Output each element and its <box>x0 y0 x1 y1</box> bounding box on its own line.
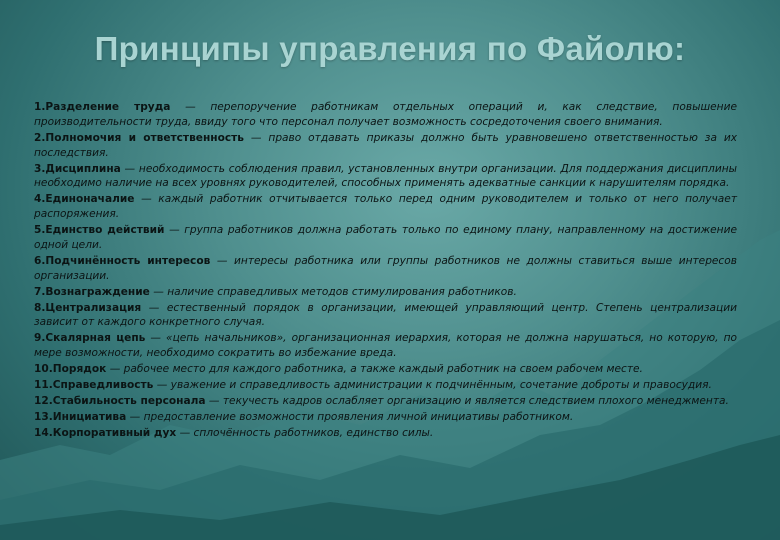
principle-description: — необходимость соблюдения правил, установленных внутри организации. Для поддержания дисциплины необходимо наличие на всех уровнях руководителей, способных применять адекватные санкции к нарушителям порядка. <box>34 162 737 190</box>
principle-term: Дисциплина <box>45 162 121 175</box>
principle-number: 3. <box>34 162 46 175</box>
principle-number: 11. <box>34 379 53 392</box>
principle-item <box>34 131 737 161</box>
principle-number: 14. <box>34 427 53 440</box>
principle-number: 12. <box>34 395 53 408</box>
principle-item <box>34 254 737 284</box>
principle-description: — право отдавать приказы должно быть уравновешено ответственностью за их последствия. <box>34 131 737 159</box>
slide-title: Принципы управления по Файолю: <box>94 30 686 67</box>
principle-term: Единоначалие <box>45 193 135 206</box>
principle-item <box>34 426 737 441</box>
principle-term: Полномочия и ответственность <box>45 131 244 144</box>
principle-description: — рабочее место для каждого работника, а также каждый работник на своем рабочем месте. <box>106 363 643 376</box>
principle-number: 9. <box>34 332 46 345</box>
principle-item <box>34 362 737 377</box>
principle-number: 4. <box>34 193 46 206</box>
principle-description: — естественный порядок в организации, имеющей управляющий центр. Степень централизации зависит от каждого конкретного случая. <box>34 301 737 329</box>
principle-description: — уважение и справедливость администрации к подчинённым, сочетание доброты и правосудия. <box>153 379 712 392</box>
principle-number: 1. <box>34 101 46 113</box>
principle-item <box>34 331 737 361</box>
principle-item <box>34 100 737 130</box>
principle-item <box>34 162 737 192</box>
principle-description: — интересы работника или группы работников не должны ставиться выше интересов организации. <box>34 254 737 282</box>
principles-list <box>34 100 737 442</box>
principle-item <box>34 378 737 393</box>
principle-item <box>34 285 737 300</box>
principle-number: 5. <box>34 224 46 237</box>
principle-term: Скалярная цепь <box>45 332 146 345</box>
principle-term: Разделение труда <box>45 101 171 113</box>
principle-term: Справедливость <box>52 379 154 392</box>
principle-item <box>34 192 737 222</box>
principle-term: Подчинённость интересов <box>45 254 211 267</box>
principle-description: — наличие справедливых методов стимулирования работников. <box>149 285 517 298</box>
principle-term: Централизация <box>45 301 142 314</box>
principle-item <box>34 410 737 425</box>
principle-number: 13. <box>34 411 53 424</box>
principle-description: — предоставление возможности проявления личной инициативы работником. <box>126 411 574 424</box>
principle-description: — группа работников должна работать только по единому плану, направленному на достижение одной цели. <box>34 224 737 251</box>
principle-description: — «цепь начальников», организационная иерархия, которая не должна нарушаться, но которую, по мере возможности, необходимо сократить во избежание вреда. <box>34 332 737 360</box>
principle-number: 10. <box>34 363 53 376</box>
principle-number: 6. <box>34 254 46 267</box>
principle-term: Инициатива <box>52 411 127 424</box>
principle-item <box>34 394 737 409</box>
principle-number: 7. <box>34 285 46 298</box>
principle-term: Стабильность персонала <box>52 395 206 408</box>
principle-description: — текучесть кадров ослабляет организацию и является следствием плохого менеджмента. <box>205 395 729 408</box>
principle-description: — каждый работник отчитывается только перед одним руководителем и только от него получает распоряжения. <box>34 193 737 221</box>
principle-item <box>34 301 737 331</box>
principle-number: 2. <box>34 131 46 144</box>
principle-term: Порядок <box>52 363 107 376</box>
principle-number: 8. <box>34 301 46 314</box>
principle-term: Корпоративный дух <box>52 427 177 440</box>
principle-term: Единство действий <box>45 224 165 237</box>
principle-term: Вознаграждение <box>45 285 150 298</box>
principle-item <box>34 223 737 253</box>
principle-description: — сплочённость работников, единство силы. <box>176 427 434 440</box>
principle-description: — перепоручение работникам отдельных операций и, как следствие, повышение производительности труда, ввиду того что персонал получает возможность сосредоточения своего внимания. <box>34 101 737 128</box>
